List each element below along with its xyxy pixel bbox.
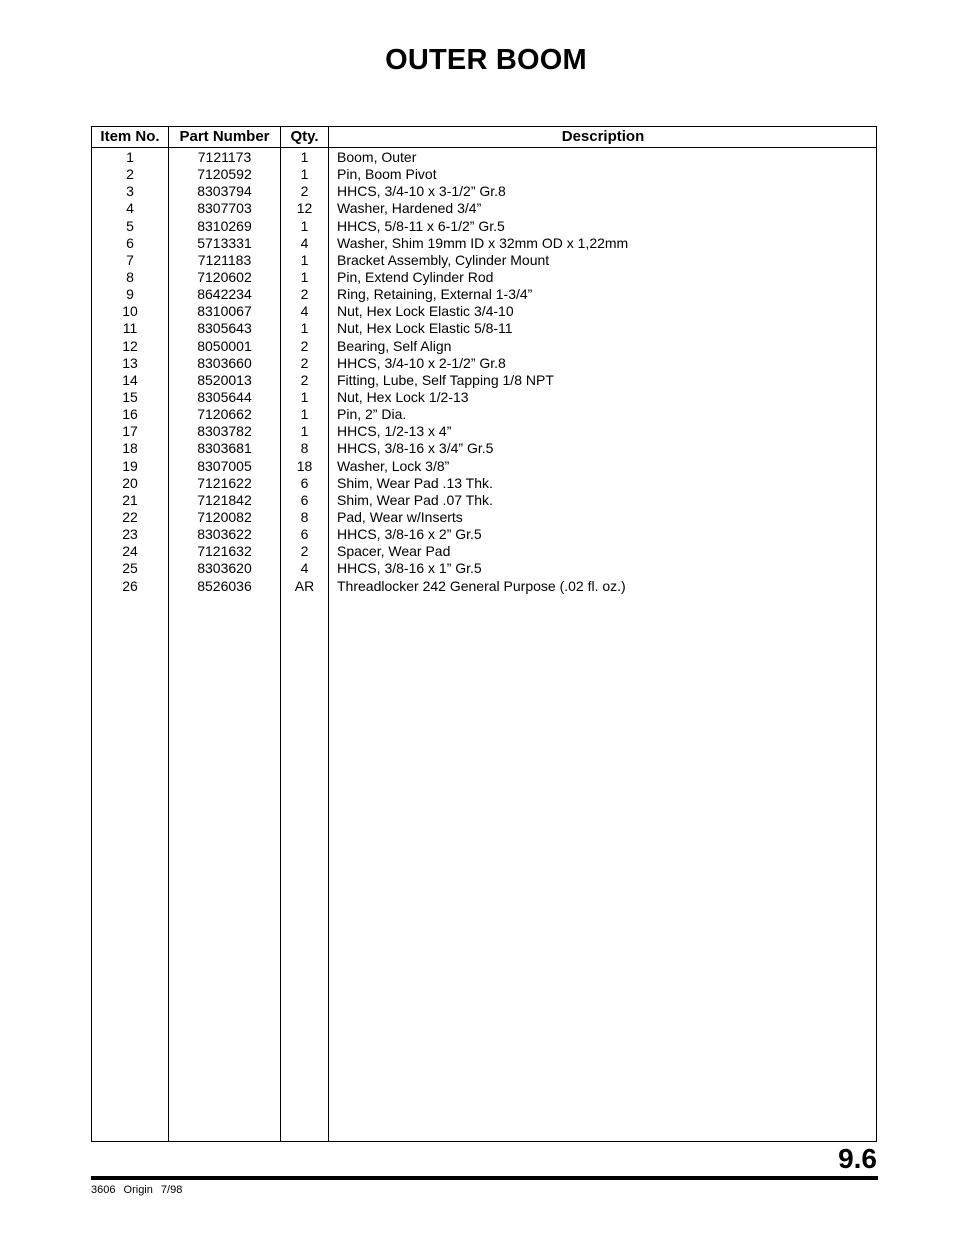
item-no-cell: 14: [122, 371, 138, 388]
item-no-cell: 7: [126, 251, 134, 268]
part-number-cell: 8310269: [197, 217, 252, 234]
qty-cell: 1: [300, 320, 309, 337]
table-row: [92, 475, 876, 492]
table-row: [92, 372, 876, 389]
item-no-cell: 12: [122, 337, 138, 354]
table-row: [92, 423, 876, 440]
description-cell: HHCS, 5/8-11 x 6-1/2” Gr.5: [337, 217, 505, 234]
table-row: [92, 149, 876, 166]
table-row: [92, 303, 876, 320]
qty-cell: 2: [300, 286, 309, 303]
part-number-cell: 8310067: [197, 303, 252, 320]
qty-cell: 18: [296, 457, 313, 474]
qty-cell: 6: [300, 526, 309, 543]
table-row: [92, 509, 876, 526]
description-cell: Shim, Wear Pad .07 Thk.: [337, 491, 493, 508]
table-row: [92, 543, 876, 560]
item-no-cell: 13: [122, 354, 138, 371]
description-cell: Nut, Hex Lock Elastic 3/4-10: [337, 303, 514, 320]
description-cell: Washer, Lock 3/8”: [337, 457, 450, 474]
part-number-cell: 8307703: [197, 200, 252, 217]
qty-cell: 1: [300, 217, 309, 234]
table-row: [92, 526, 876, 543]
part-number-cell: 5713331: [197, 234, 252, 251]
table-body: [92, 149, 876, 595]
header-qty: Qty.: [290, 128, 319, 145]
header-part-number: Part Number: [179, 128, 270, 145]
part-number-cell: 8303782: [197, 423, 252, 440]
qty-cell: 2: [300, 371, 309, 388]
qty-cell: 1: [300, 406, 309, 423]
part-number-cell: 7121622: [197, 474, 252, 491]
parts-table: [91, 126, 877, 1142]
qty-cell: AR: [294, 577, 315, 594]
qty-cell: 1: [300, 423, 309, 440]
qty-cell: 4: [300, 560, 309, 577]
description-cell: Threadlocker 242 General Purpose (.02 fl. oz.): [337, 577, 626, 594]
description-cell: HHCS, 3/8-16 x 3/4” Gr.5: [337, 440, 494, 457]
description-cell: Spacer, Wear Pad: [337, 543, 451, 560]
table-row: [92, 286, 876, 303]
description-cell: HHCS, 3/4-10 x 2-1/2” Gr.8: [337, 354, 506, 371]
table-row: [92, 389, 876, 406]
qty-cell: 6: [300, 491, 309, 508]
description-cell: Bracket Assembly, Cylinder Mount: [337, 251, 550, 268]
qty-cell: 8: [300, 508, 309, 525]
description-cell: Ring, Retaining, External 1-3/4”: [337, 286, 533, 303]
qty-cell: 12: [296, 200, 313, 217]
footer-rule: [91, 1176, 878, 1180]
qty-cell: 6: [300, 474, 309, 491]
table-row: [92, 320, 876, 337]
description-cell: Pad, Wear w/Inserts: [337, 508, 463, 525]
description-cell: Nut, Hex Lock 1/2-13: [337, 388, 469, 405]
part-number-cell: 7121173: [197, 149, 252, 165]
table-row: [92, 338, 876, 355]
description-cell: Pin, Extend Cylinder Rod: [337, 268, 494, 285]
part-number-cell: 8303681: [197, 440, 252, 457]
description-cell: Washer, Hardened 3/4”: [337, 200, 482, 217]
description-cell: HHCS, 3/4-10 x 3-1/2” Gr.8: [337, 183, 506, 200]
item-no-cell: 6: [126, 234, 134, 251]
description-cell: Bearing, Self Align: [337, 337, 452, 354]
part-number-cell: 8305643: [197, 320, 252, 337]
part-number-cell: 8303660: [197, 354, 252, 371]
part-number-cell: 8303622: [197, 526, 252, 543]
footer-text: 3606 Origin 7/98: [91, 1184, 183, 1196]
part-number-cell: 8305644: [197, 388, 252, 405]
qty-cell: 1: [300, 388, 309, 405]
part-number-cell: 7120082: [197, 508, 252, 525]
description-cell: HHCS, 1/2-13 x 4”: [337, 423, 452, 440]
table-row: [92, 440, 876, 457]
description-cell: Boom, Outer: [337, 149, 417, 165]
description-cell: Pin, 2” Dia.: [337, 406, 407, 423]
table-row: [92, 355, 876, 372]
table-row: [92, 492, 876, 509]
qty-cell: 2: [300, 183, 309, 200]
table-row: [92, 200, 876, 217]
item-no-cell: 16: [122, 406, 138, 423]
qty-cell: 4: [300, 234, 309, 251]
part-number-cell: 8050001: [197, 337, 252, 354]
header-description: Description: [561, 128, 645, 145]
item-no-cell: 1: [126, 149, 134, 165]
part-number-cell: 7121842: [197, 491, 252, 508]
item-no-cell: 3: [126, 183, 134, 200]
item-no-cell: 23: [122, 526, 138, 543]
qty-cell: 4: [300, 303, 309, 320]
description-cell: Washer, Shim 19mm ID x 32mm OD x 1,22mm: [337, 234, 629, 251]
part-number-cell: 8303620: [197, 560, 252, 577]
page-number: 9.6: [838, 1143, 877, 1174]
item-no-cell: 10: [122, 303, 138, 320]
table-row: [92, 458, 876, 475]
part-number-cell: 8642234: [197, 286, 252, 303]
qty-cell: 1: [300, 149, 309, 165]
part-number-cell: 8307005: [197, 457, 252, 474]
table-row: [92, 183, 876, 200]
table-row: [92, 578, 876, 595]
qty-cell: 8: [300, 440, 309, 457]
description-cell: Fitting, Lube, Self Tapping 1/8 NPT: [337, 371, 554, 388]
item-no-cell: 25: [122, 560, 138, 577]
page-title: OUTER BOOM: [385, 44, 587, 76]
table-row: [92, 269, 876, 286]
qty-cell: 2: [300, 354, 309, 371]
item-no-cell: 21: [122, 491, 138, 508]
description-cell: Pin, Boom Pivot: [337, 166, 437, 183]
table-row: [92, 235, 876, 252]
part-number-cell: 7121632: [197, 543, 252, 560]
item-no-cell: 17: [122, 423, 138, 440]
table-row: [92, 406, 876, 423]
description-cell: HHCS, 3/8-16 x 2” Gr.5: [337, 526, 482, 543]
part-number-cell: 7120662: [197, 406, 252, 423]
item-no-cell: 11: [122, 320, 138, 337]
item-no-cell: 24: [122, 543, 138, 560]
part-number-cell: 8303794: [197, 183, 252, 200]
qty-cell: 1: [300, 268, 309, 285]
part-number-cell: 7120592: [197, 166, 252, 183]
item-no-cell: 26: [122, 577, 138, 594]
table-row: [92, 560, 876, 577]
description-cell: Shim, Wear Pad .13 Thk.: [337, 474, 493, 491]
item-no-cell: 18: [122, 440, 138, 457]
part-number-cell: 8526036: [197, 577, 252, 594]
item-no-cell: 9: [126, 286, 134, 303]
item-no-cell: 15: [122, 388, 138, 405]
table-row: [92, 166, 876, 183]
part-number-cell: 7120602: [197, 268, 252, 285]
table-row: [92, 218, 876, 235]
part-number-cell: 7121183: [197, 251, 252, 268]
qty-cell: 1: [300, 251, 309, 268]
item-no-cell: 5: [126, 217, 134, 234]
header-divider: [92, 147, 876, 148]
header-item-no: Item No.: [100, 128, 160, 145]
table-row: [92, 252, 876, 269]
item-no-cell: 19: [122, 457, 138, 474]
item-no-cell: 2: [126, 166, 134, 183]
qty-cell: 2: [300, 543, 309, 560]
item-no-cell: 4: [126, 200, 134, 217]
description-cell: HHCS, 3/8-16 x 1” Gr.5: [337, 560, 482, 577]
item-no-cell: 22: [122, 508, 138, 525]
description-cell: Nut, Hex Lock Elastic 5/8-11: [337, 320, 513, 337]
qty-cell: 1: [300, 166, 309, 183]
item-no-cell: 8: [126, 268, 134, 285]
qty-cell: 2: [300, 337, 309, 354]
part-number-cell: 8520013: [197, 371, 252, 388]
item-no-cell: 20: [122, 474, 138, 491]
